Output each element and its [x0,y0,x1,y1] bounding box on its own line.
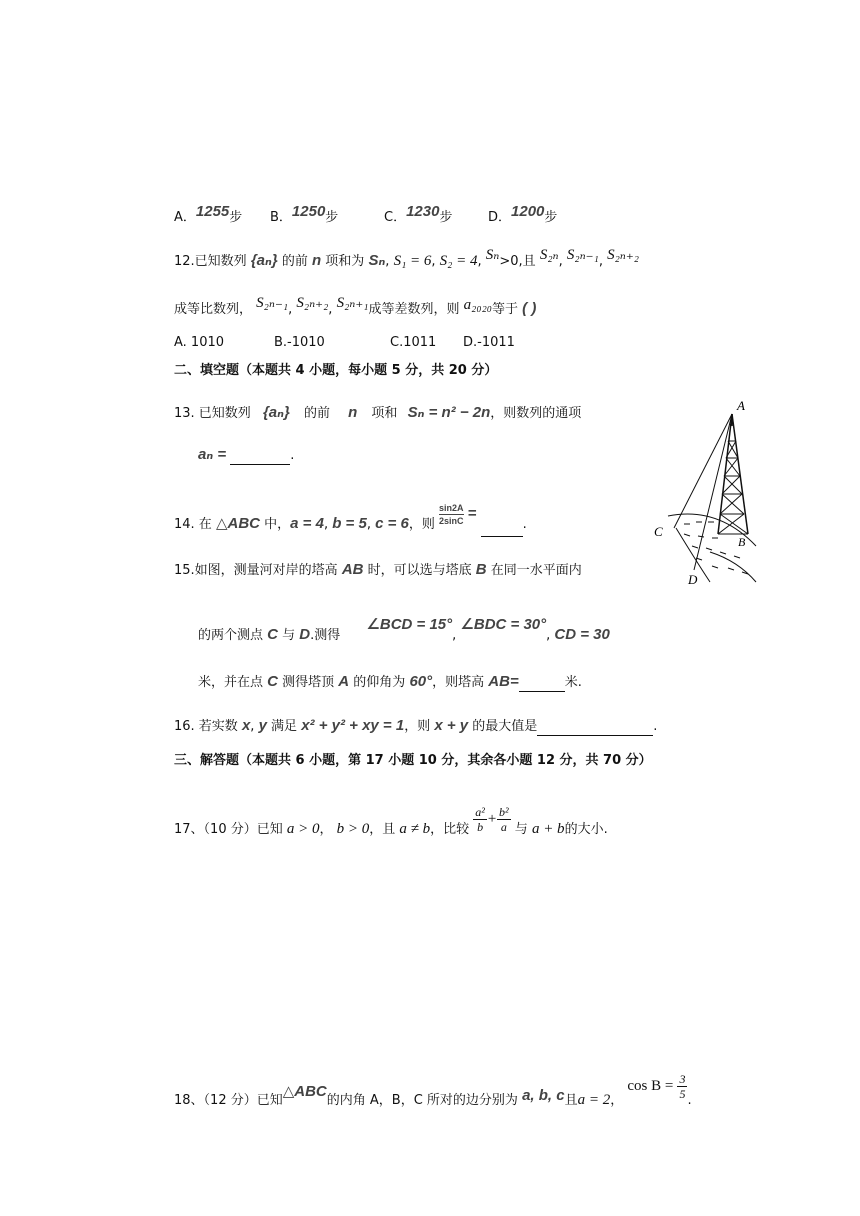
q16-line: 16. 若实数 x, y 满足 x² + y² + xy = 1，则 x + y 的最大值是 . [174,717,658,734]
q14-triangle: △ABC [215,515,260,532]
q12-s2n-plus-2: S₂ₙ₊₂ [607,247,640,263]
q15-text: 在同一水平面内 [490,563,582,578]
q12-text: 等于 [492,302,519,317]
q12-cond-1: S₁ = 6 [393,253,432,269]
q12-sn: Sₙ [368,252,386,269]
q15-elevation-angle: 60° [409,673,433,690]
q12-text: 的前 [281,254,308,269]
label-d: D [688,572,698,586]
label-c: C [654,524,663,539]
q18-text: 且 [564,1093,578,1108]
option-value: 1250 [291,203,326,220]
q12-option-c[interactable]: C.1011 [390,335,437,350]
q13-line-2 [198,446,294,465]
fraction-denominator: 2sinC [439,516,464,526]
q17-text: 的大小. [564,822,608,837]
q17-text: 与 [514,822,528,837]
q11-options [174,203,558,227]
q12-cond-3-rel: >0, [499,254,523,269]
q15-line-1 [174,561,582,580]
option-letter: D． [488,210,512,225]
q15-text: 时，可以选与塔底 [367,563,472,578]
line-da [694,414,732,570]
label-b: B [738,535,746,549]
q15-text: 米，并在点 [198,675,264,690]
q12-options [174,334,515,352]
q16-text: 满足 [271,719,298,734]
q15-text: 的两个测点 [198,628,264,643]
q16-x: x [241,717,251,734]
q12-line-2: 成等比数列， S₂ₙ₋₁, S₂ₙ₊₂, S₂ₙ₊₁成等差数列，则 a₂₀₂₀等于 ( ) [174,295,537,317]
q12-option-d[interactable]: D.-1011 [463,335,515,350]
q15-text: 的仰角为 [353,675,406,690]
period: . [522,517,527,532]
q12-text: 成等比数列， [174,302,253,317]
q17-a-plus-b: a + b [531,821,565,837]
q12-s2n-minus-1: S₂ₙ₋₁ [566,247,599,263]
q15-answer-blank[interactable] [519,677,565,692]
option-value: 1255 [195,203,230,220]
q14-line: 14. 在 △ABC 中，a = 4, b = 5, c = 6，则 $\frac{\sin 2A}{2\sin C}$ = . [174,512,527,537]
q15-ab: AB [341,561,364,578]
fraction-numerator: a² [475,805,485,819]
q12-prefix: 12.已知数列 [174,254,247,269]
q15-a: A [338,673,350,690]
q18-sides: a, b, c [522,1087,565,1104]
fraction-denominator: b [477,820,484,834]
fraction-numerator: 3 [679,1072,686,1086]
q17-text: ，比较 [430,822,470,837]
q15-text: ，则塔高 [432,675,485,690]
q13-text: 项和 [371,406,398,421]
q17-text: ，且 [369,822,396,837]
q15-c: C [267,673,278,690]
q15-cd: CD = 30 [554,626,610,643]
q14-prefix: 14. 在 [174,517,212,532]
q14-b: b = 5 [332,515,367,532]
section-2-heading: 二、填空题（本题共 4 小题，每小题 5 分，共 20 分） [174,363,498,378]
fraction-a2-over-b [473,805,487,834]
q15-text: 与 [282,628,296,643]
q14-c: c = 6 [375,515,409,532]
q13-sequence: {aₙ} [262,404,290,421]
q13-text: 的前 [303,406,330,421]
fraction-b2-over-a [497,805,511,834]
q13-prefix: 13. 已知数列 [174,406,251,421]
option-letter: B． [270,210,292,225]
q16-text: 的最大值是 [472,719,538,734]
q12-cond-3: Sₙ [485,247,500,263]
option-value: 1200 [511,203,545,220]
q15-d: D [299,626,311,643]
q15-text: 米. [564,675,582,690]
q16-answer-blank[interactable] [537,721,653,736]
option-unit: 步 [325,210,339,225]
q12-text: 成等差数列，则 [368,302,460,317]
q16-prefix: 16. 若实数 [174,719,238,734]
q18-prefix: 18、（12 分）已知 [174,1093,283,1108]
option-letter: A． [174,210,196,225]
label-a: A [737,398,745,413]
q12-text: 且 [522,254,536,269]
section-3-heading: 三、解答题（本题共 6 小题，第 17 小题 10 分，其余各小题 12 分，共 70 分） [174,753,652,768]
option-value: 1230 [406,203,440,220]
q17-prefix: 17、（10 分）已知 [174,822,283,837]
q16-y: y [258,717,267,734]
period: . [687,1093,692,1108]
q13-answer-blank[interactable] [230,450,290,465]
fraction-numerator: b² [499,805,509,819]
q17-line: 17、（10 分）已知 a > 0， b > 0，且 a ≠ b，比较 $\frac{\text{a²}}{b}$ + $\frac{\text{b²}}{a}$ 与 a + b的大小. [174,805,608,837]
period: . [290,448,295,463]
q15-line-2: 的两个测点 C 与 D.测得 ∠BCD = 15°, ∠BDC = 30°, CD = 30 [198,616,610,643]
q14-equals: = [467,505,477,522]
q11-option-c[interactable] [384,203,488,227]
q13-line-1 [174,404,581,423]
option-unit: 步 [439,210,453,225]
q16-text: ，则 [404,719,431,734]
option-unit: 步 [544,210,558,225]
q14-text: ，则 [408,517,435,532]
plus-sign: + [486,811,498,827]
q12-a2020: a₂₀₂₀ [463,297,493,313]
q16-x-plus-y: x + y [434,717,469,734]
q18-a-value: a = 2 [577,1092,611,1108]
q18-cosb [627,1072,687,1101]
q12-option-b[interactable]: B.-1010 [274,335,325,350]
q13-an: aₙ = [198,446,227,463]
q14-answer-blank[interactable] [481,522,523,537]
q11-option-b[interactable] [270,203,384,227]
fraction-denominator: 5 [679,1087,686,1101]
q11-option-a[interactable] [174,203,270,227]
q12-s2n-plus-2: S₂ₙ₊₂ [296,295,329,311]
q12-n: n [311,252,322,269]
tower-right-leg [732,414,748,534]
q18-text: 的内角 A，B，C 所对的边分别为 [326,1093,518,1108]
q17-cond-neq: a ≠ b [399,821,431,837]
q12-text: 项和为 [325,254,365,269]
option-unit: 步 [229,210,243,225]
q12-cond-2: S₂ = 4 [439,253,478,269]
q16-equation: x² + y² + xy = 1 [301,717,405,734]
q12-s2n: S₂ₙ [539,247,559,263]
q15-text: .测得 [310,628,341,643]
q18-triangle: △ABC [282,1083,327,1100]
q14-fraction [439,502,464,527]
tower-river-figure [648,396,758,586]
q15-text: 15.如图，测量河对岸的塔高 [174,563,338,578]
q15-c: C [267,626,278,643]
q17-expression [473,805,510,834]
fraction-3-5 [677,1072,687,1101]
q12-answer-paren: ( ) [522,300,537,317]
cos-b-label: cos B = [627,1078,674,1094]
q12-s2n-minus-1: S₂ₙ₋₁ [256,295,289,311]
q12-option-a[interactable]: A. 1010 [174,335,225,350]
q14-text: 中， [264,517,291,532]
q18-line: 18、（12 分）已知△ABC的内角 A，B，C 所对的边分别为 a, b, c且a = 2， cos B = $\frac{3}{5}$ . [174,1072,692,1108]
q15-line-3 [198,673,582,692]
q13-text: ，则数列的通项 [490,406,582,421]
option-letter: C． [384,210,407,225]
q17-cond-b: b > 0 [336,821,370,837]
q15-angle-bdc: ∠BDC = 30° [460,616,547,633]
q12-s2n-plus-1: S₂ₙ₊₁ [336,295,369,311]
q13-n: n [348,404,358,421]
q12-line-1: 12.已知数列 {aₙ} 的前 n 项和为 Sₙ, S₁ = 6, S₂ = 4, Sₙ>0,且 S₂ₙ, S₂ₙ₋₁, S₂ₙ₊₂ [174,247,640,269]
q15-ab-answer-label: AB= [488,673,519,690]
fraction-numerator: sin2A [439,503,464,513]
period: . [653,719,658,734]
q15-b: B [475,561,487,578]
q13-formula: Sₙ = n² − 2n [407,404,491,421]
q15-text: 测得塔顶 [282,675,335,690]
q11-option-d[interactable] [488,203,558,227]
q12-sequence: {aₙ} [250,252,278,269]
fraction-denominator: a [500,820,507,834]
q17-cond-a: a > 0 [286,821,320,837]
q15-angle-bcd: ∠BCD = 15° [366,616,453,633]
q14-a: a = 4 [290,515,324,532]
